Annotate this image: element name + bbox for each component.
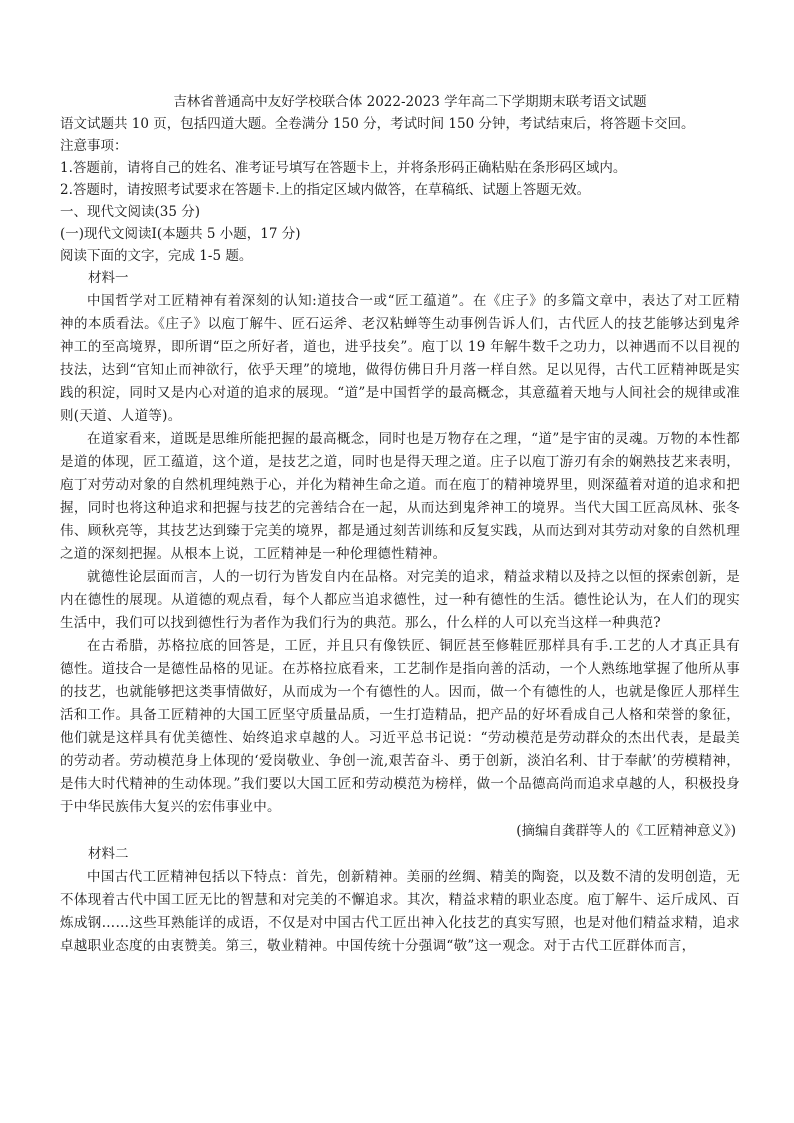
material-1-label: 材料一 — [88, 270, 129, 286]
section-subheading: (一)现代文阅读Ⅰ(本题共 5 小题，17 分) — [60, 226, 301, 242]
section-heading: 一、现代文阅读(35 分) — [60, 204, 201, 220]
note-2: 2.答题时，请按照考试要求在答题卡.上的指定区域内做答，在草稿纸、试题上答题无效。 — [60, 182, 591, 198]
material-2-label: 材料二 — [88, 846, 129, 862]
exam-info: 语文试题共 10 页，包括四道大题。全卷满分 150 分，考试时间 150 分钟，考试结束后，将答题卡交回。 — [60, 116, 695, 132]
note-1: 1.答题前，请将自己的姓名、准考证号填写在答题卡上，并将条形码正确粘贴在条形码区域内。 — [60, 160, 627, 176]
document-body — [60, 91, 740, 958]
notes-heading: 注意事项： — [60, 138, 128, 154]
material-1-paragraph: 就德性论层面而言，人的一切行为皆发自内在品格。对完美的追求，精益求精以及持之以恒的探索创新，是内在德性的展现。从道德的观点看，每个人都应当追求德性，过一种有德性的生活。德性论认为，在人们的现实生活中，我们可以找到德性行为者作为我们行为的典范。那么，什么样的人可以充当这样一种典范? — [60, 569, 740, 631]
material-1-paragraph: 在道家看来，道既是思维所能把握的最高概念，同时也是万物存在之理，“道”是宇宙的灵魂。万物的本性都是道的体现，匠工蕴道，这个道，是技艺之道，同时也是得天理之道。庄子以庖丁游刃有余的娴熟技艺来表明，庖丁对劳动对象的自然机理纯熟于心，并化为精神生命之道。而在庖丁的精神境界里，则深蕴着对道的追求和把握，同时也将这种追求和把握与技艺的完善结合在一起，从而达到鬼斧神工的境界。当代大国工匠高凤林、张冬伟、顾秋亮等，其技艺达到臻于完美的境界，都是通过刻苦训练和反复实践，从而达到对其劳动对象的自然机理之道的深刻把握。从根本上说，工匠精神是一种伦理德性精神。 — [60, 431, 740, 562]
exam-title: 吉林省普通高中友好学校联合体 2022-2023 学年高二下学期期末联考语文试题 — [173, 94, 647, 110]
material-1-source: (摘编自龚群等人的《工匠精神意义》) — [516, 823, 736, 839]
material-1-paragraph: 中国哲学对工匠精神有着深刻的认知:道技合一或“匠工蕴道”。在《庄子》的多篇文章中，表达了对工匠精神的本质看法。《庄子》以庖丁解牛、匠石运斧、老汉粘蝉等生动事例告诉人们，古代匠人的技艺能够达到鬼斧神工的至高境界，即所谓“臣之所好者，道也，进乎技矣”。庖丁以 19 年解牛数千之功力，以神遇而不以目视的技法，达到“官知止而神欲行，依乎天理”的境地，做得仿佛日升月落一样自然。足以见得，古代工匠精神既是实践的积淀，同时又是内心对道的追求的展现。“道”是中国哲学的最高概念，其意蕴着天地与人间社会的规律或准则(天道、人道等)。 — [60, 293, 740, 424]
material-2-paragraph: 中国古代工匠精神包括以下特点：首先，创新精神。美丽的丝绸、精美的陶瓷，以及数不清的发明创造，无不体现着古代中国工匠无比的智慧和对完美的不懈追求。其次，精益求精的职业态度。庖丁解牛、运斤成风、百炼成钢……这些耳熟能详的成语，不仅是对中国古代工匠出神入化技艺的真实写照，也是对他们精益求精，追求卓越职业态度的由衷赞美。第三，敬业精神。中国传统十分强调“敬”这一观念。对于古代工匠群体而言， — [60, 869, 740, 954]
reading-instruction: 阅读下面的文字，完成 1-5 题。 — [60, 248, 253, 264]
material-1-paragraph: 在古希腊，苏格拉底的回答是，工匠，并且只有像铁匠、铜匠甚至修鞋匠那样具有手.工艺的人才真正具有德性。道技合一是德性品格的见证。在苏格拉底看来，工艺制作是指向善的活动，一个人熟练地掌握了他所从事的技艺，也就能够把这类事情做好，从而成为一个有德性的人。因而，做一个有德性的人，也就是像匠人那样生活和工作。具备工匠精神的大国工匠坚守质量品质，一生打造精品，把产品的好坏看成自己人格和荣誉的象征，他们就是这样具有优美德性、始终追求卓越的人。习近平总书记说：“劳动模范是劳动群众的杰出代表，是最美的劳动者。劳动模范身上体现的‘爱岗敬业、争创一流,艰苦奋斗、勇于创新，淡泊名利、甘于奉献’的劳模精神，是伟大时代精神的生动体现。”我们要以大国工匠和劳动模范为榜样，做一个品德高尚而追求卓越的人，积极投身于中华民族伟大复兴的宏伟事业中。 — [60, 638, 740, 815]
